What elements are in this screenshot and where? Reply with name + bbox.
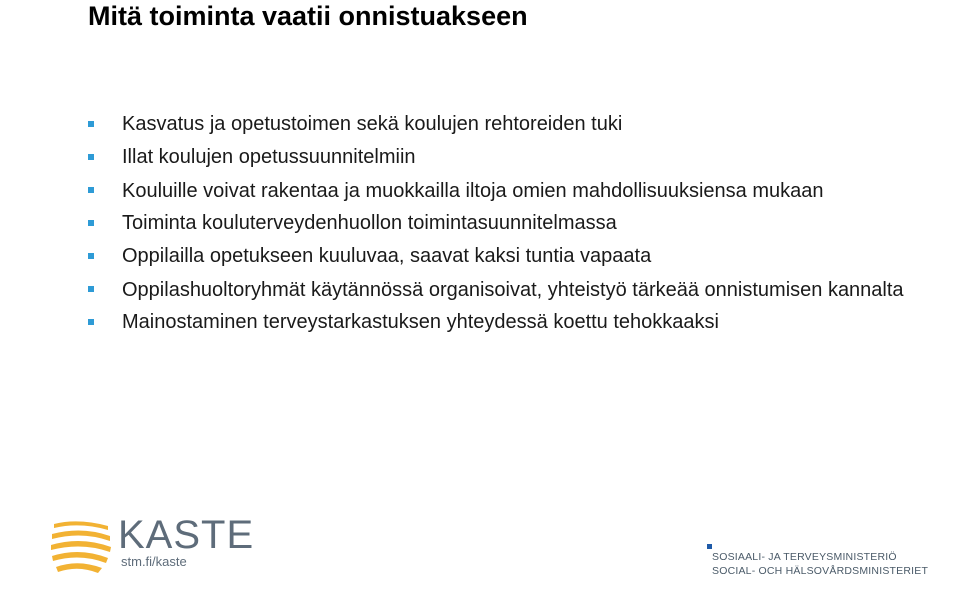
bullet-text: Oppilashuoltoryhmät käytännössä organisoivat, yhteistyö tärkeää onnistumisen kannalta — [122, 279, 904, 301]
bullet-item — [86, 306, 926, 339]
bullet-text: Kasvatus ja opetustoimen sekä koulujen rehtoreiden tuki — [122, 113, 623, 135]
ministry-logo — [712, 550, 928, 578]
bullet-text: Mainostaminen terveystarkastuksen yhteydessä koettu tehokkaaksi — [122, 311, 719, 333]
bullet-item — [86, 275, 926, 305]
kaste-url: stm.fi/kaste — [121, 554, 187, 569]
square-bullet-icon — [88, 187, 94, 193]
kaste-logo-text: KASTE — [118, 513, 255, 557]
square-bullet-icon — [88, 286, 94, 292]
square-bullet-icon — [88, 319, 94, 325]
square-bullet-icon — [88, 121, 94, 127]
square-bullet-icon — [88, 154, 94, 160]
bullet-item — [86, 176, 926, 206]
bullet-item — [86, 141, 926, 174]
bullet-item — [86, 108, 926, 141]
ministry-name-fi: SOSIAALI- JA TERVEYSMINISTERIÖ — [712, 551, 897, 563]
square-bullet-icon — [88, 253, 94, 259]
bullet-text: Oppilailla opetukseen kuuluvaa, saavat kaksi tuntia vapaata — [122, 245, 652, 267]
slide-title: Mitä toiminta vaatii onnistuakseen — [88, 1, 528, 31]
bullet-item — [86, 207, 926, 240]
bullet-list — [86, 108, 926, 339]
bullet-text: Illat koulujen opetussuunnitelmiin — [122, 146, 416, 168]
bullet-text: Toiminta kouluterveydenhuollon toimintasuunnitelmassa — [122, 212, 617, 234]
ministry-name-sv: SOCIAL- OCH HÄLSOVÅRDSMINISTERIET — [712, 565, 929, 577]
square-bullet-icon — [88, 220, 94, 226]
ministry-mark-icon — [707, 544, 712, 549]
bullet-item — [86, 240, 926, 273]
bullet-text: Kouluille voivat rakentaa ja muokkailla iltoja omien mahdollisuuksiensa mukaan — [122, 180, 824, 202]
